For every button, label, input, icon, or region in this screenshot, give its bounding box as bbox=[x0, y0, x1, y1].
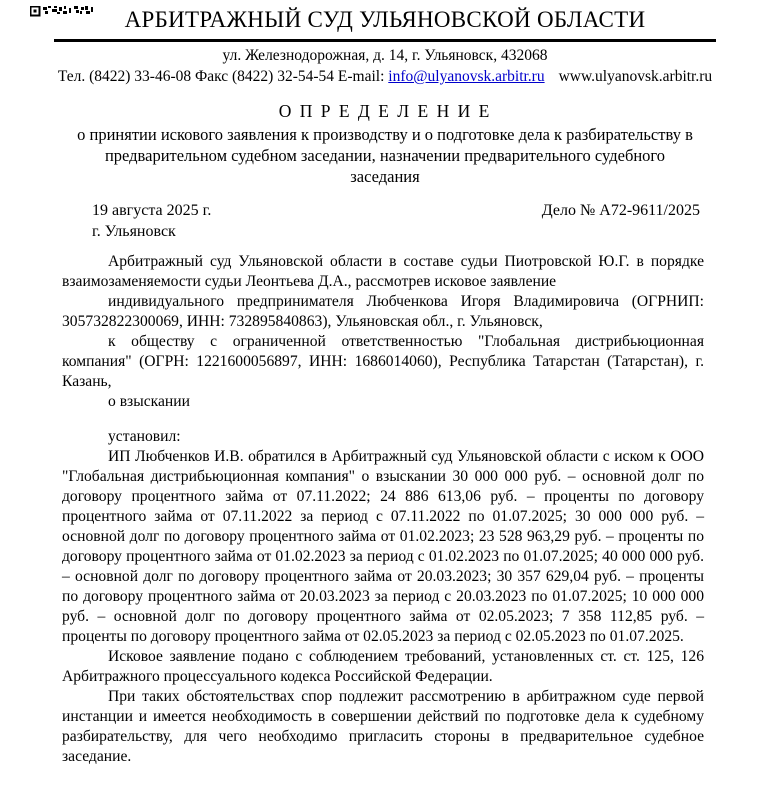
email-link[interactable]: info@ulyanovsk.arbitr.ru bbox=[388, 68, 545, 85]
header-divider bbox=[54, 39, 716, 42]
website-text: www.ulyanovsk.arbitr.ru bbox=[558, 68, 713, 85]
case-number: Дело № А72-9611/2025 bbox=[541, 202, 700, 219]
decision-date: 19 августа 2025 г. bbox=[92, 202, 212, 219]
decision-city: г. Ульяновск bbox=[92, 223, 176, 240]
court-address: ул. Железнодорожная, д. 14, г. Ульяновск, 432068 bbox=[222, 47, 548, 64]
court-contact-line bbox=[0, 68, 770, 86]
paragraph-plaintiff: индивидуального предпринимателя Любченкова Игоря Владимировича (ОГРНИП: 305732822300069, ИНН: 732895840863), Ульяновская обл., г. Ульяновск, bbox=[62, 293, 704, 330]
resolution-word: установил: bbox=[108, 428, 181, 445]
contact-phone-fax: Тел. (8422) 33-46-08 Факс (8422) 32-54-54 E-mail: bbox=[57, 68, 389, 85]
paragraph-claim-subject: о взыскании bbox=[108, 393, 190, 410]
paragraph-court-composition: Арбитражный суд Ульяновской области в составе судьи Пиотровской Ю.Г. в порядке взаимозаменяемости судьи Леонтьева Д.А., рассмотрев исковое заявление bbox=[62, 253, 704, 290]
paragraph-defendant: к обществу с ограниченной ответственностью "Глобальная дистрибьюционная компания" (ОГРН: 1221600056897, ИНН: 1686014060), Республика Татарстан (Татарстан), г. Казань, bbox=[62, 333, 704, 390]
paragraph-compliance: Исковое заявление подано с соблюдением требований, установленных ст. ст. 125, 126 Арбитражного процессуального кодекса Российской Федерации. bbox=[62, 648, 704, 685]
document-title: О П Р Е Д Е Л Е Н И Е bbox=[278, 101, 492, 121]
barcode-stamp-icon bbox=[30, 6, 94, 17]
document-body bbox=[62, 252, 704, 767]
case-info-row bbox=[92, 201, 700, 221]
court-name-title: АРБИТРАЖНЫЙ СУД УЛЬЯНОВСКОЙ ОБЛАСТИ bbox=[124, 7, 646, 32]
paragraph-conclusion: При таких обстоятельствах спор подлежит рассмотрению в арбитражном суде первой инстанции и имеется необходимость в совершении действий по подготовке дела к судебному разбирательству, для чего необходимо пригласить стороны в предварительное судебное заседание. bbox=[62, 688, 704, 765]
document-subtitle: о принятии искового заявления к производству и о подготовке дела к разбирательству в предварительном судебном заседании, назначении предварительного судебного заседания bbox=[77, 125, 693, 186]
document-page bbox=[0, 6, 770, 799]
paragraph-claims-detail: ИП Любченков И.В. обратился в Арбитражный суд Ульяновской области с иском к ООО "Глобальная дистрибьюционная компания" о взыскании 30 000 000 руб. – основной долг по договору процентного займа от 07.11.2022; 24 886 613,06 руб. – проценты по договору процентного займа от 07.11.2022 за период с 07.11.2022 по 01.07.2025; 30 000 000 руб. – основной долг по договору процентного займа от 01.02.2023; 23 528 963,29 руб. – проценты по договору процентного займа от 01.02.2023 за период с 01.02.2023 по 01.07.2025; 40 000 000 руб. – основной долг по договору процентного займа от 20.03.2023; 30 357 629,04 руб. – проценты по договору процентного займа от 20.03.2023 за период с 20.03.2023 по 01.07.2025; 10 000 000 руб. – основной долг по договору процентного займа от 02.05.2023; 7 358 112,85 руб. – проценты по договору процентного займа от 02.05.2023 за период с 02.05.2023 по 01.07.2025. bbox=[62, 448, 704, 645]
paragraph-spacer bbox=[62, 412, 704, 427]
